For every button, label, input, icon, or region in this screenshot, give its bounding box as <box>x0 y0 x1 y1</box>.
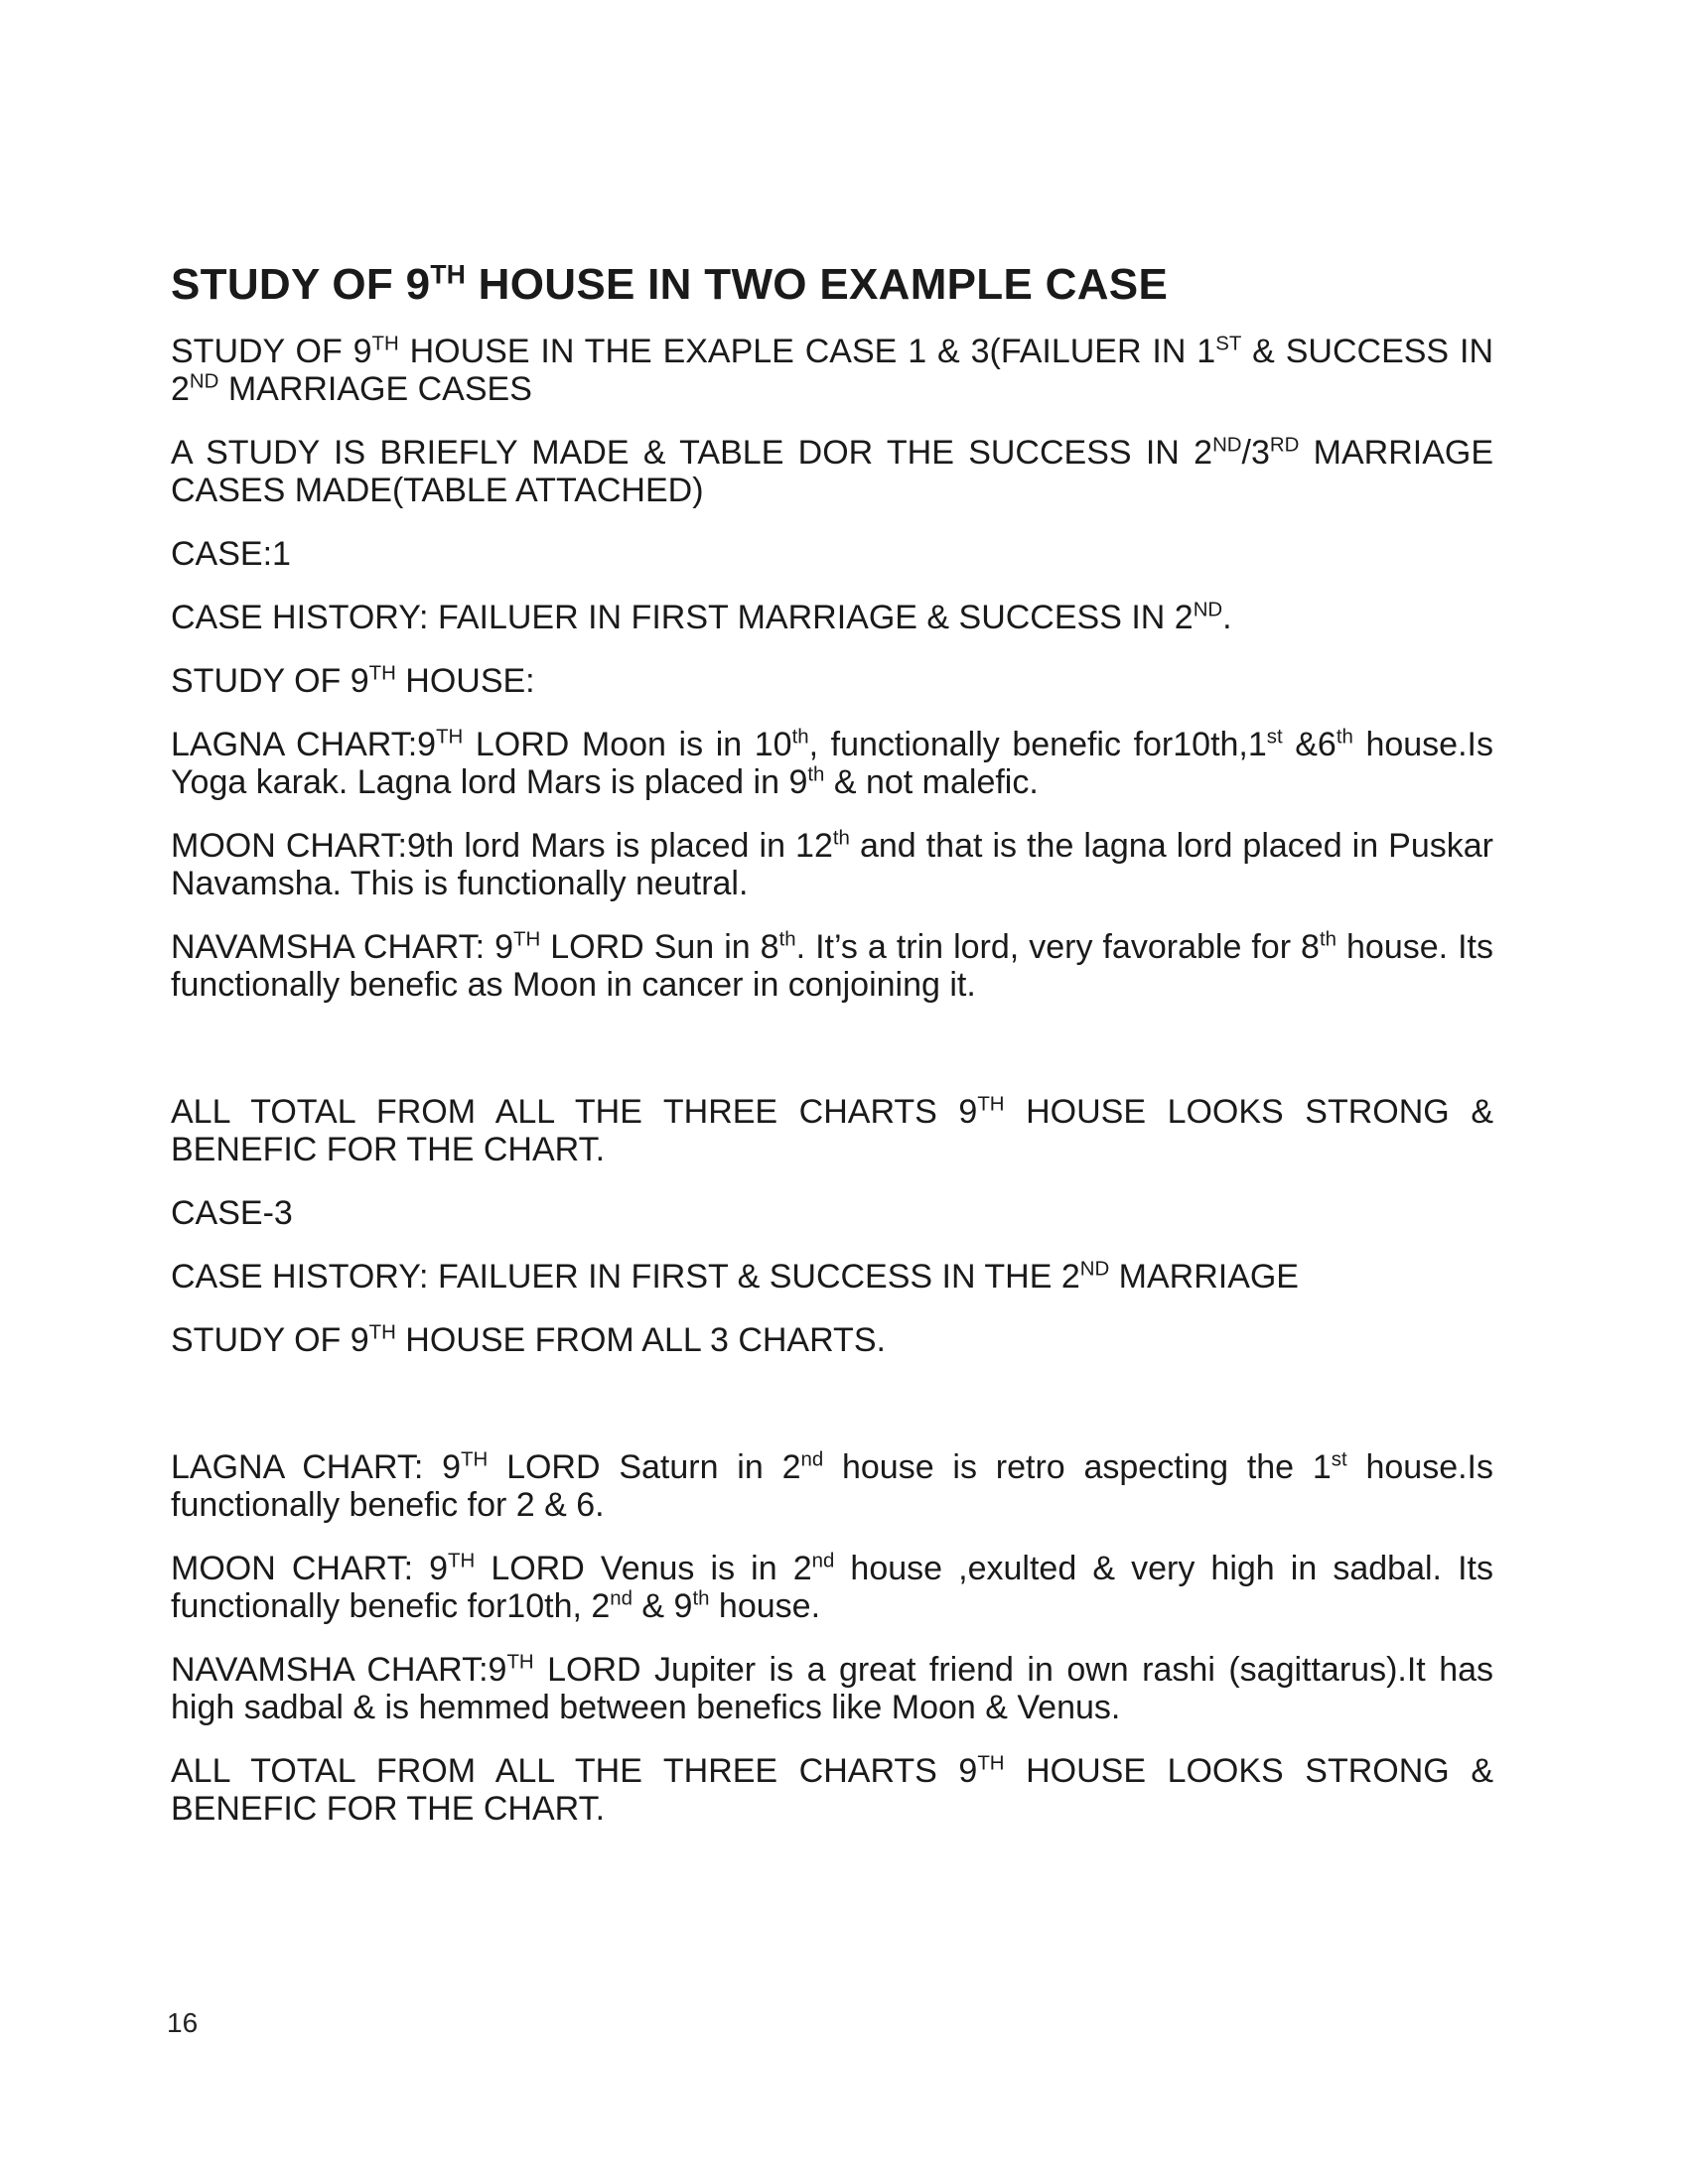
case1-history: CASE HISTORY: FAILUER IN FIRST MARRIAGE & SUCCESS IN 2ND. <box>171 598 1232 636</box>
case1-lagna-chart: LAGNA CHART:9TH LORD Moon is in 10th, functionally benefic for10th,1st &6th house.Is Yoga karak. Lagna lord Mars is placed in 9th & not malefic. <box>171 725 1493 801</box>
case1-navamsha-chart: NAVAMSHA CHART: 9TH LORD Sun in 8th. It’s a trin lord, very favorable for 8th house. Its functionally benefic as Moon in cancer in conjoining it. <box>171 927 1493 1004</box>
case3-navamsha-chart: NAVAMSHA CHART:9TH LORD Jupiter is a great friend in own rashi (sagittarus).It has high sadbal & is hemmed between benefics like Moon & Venus. <box>171 1650 1494 1726</box>
table-note-paragraph: A STUDY IS BRIEFLY MADE & TABLE DOR THE SUCCESS IN 2ND/3RD MARRIAGE CASES MADE(TABLE ATTACHED) <box>171 433 1493 509</box>
spacer <box>171 1029 1493 1093</box>
case3-history: CASE HISTORY: FAILUER IN FIRST & SUCCESS IN THE 2ND MARRIAGE <box>171 1257 1299 1296</box>
case1-total: ALL TOTAL FROM ALL THE THREE CHARTS 9TH HOUSE LOOKS STRONG & BENEFIC FOR THE CHART. <box>171 1092 1493 1168</box>
case1-moon-chart: MOON CHART:9th lord Mars is placed in 12th and that is the lagna lord placed in Puskar Navamsha. This is functionally neutral. <box>171 826 1493 902</box>
case3-moon-chart: MOON CHART: 9TH LORD Venus is in 2nd house ,exulted & very high in sadbal. Its functionally benefic for10th, 2nd & 9th house. <box>171 1549 1493 1625</box>
case3-study-heading: STUDY OF 9TH HOUSE FROM ALL 3 CHARTS. <box>171 1320 886 1359</box>
case3-total: ALL TOTAL FROM ALL THE THREE CHARTS 9TH HOUSE LOOKS STRONG & BENEFIC FOR THE CHART. <box>171 1751 1493 1828</box>
page-number: 16 <box>167 2007 199 2038</box>
case3-label: CASE-3 <box>171 1193 293 1232</box>
document-page <box>171 260 1493 1853</box>
spacer <box>171 1385 1493 1448</box>
page-title: STUDY OF 9TH HOUSE IN TWO EXAMPLE CASE <box>171 259 1169 309</box>
case1-label: CASE:1 <box>171 534 291 573</box>
intro-paragraph: STUDY OF 9TH HOUSE IN THE EXAPLE CASE 1 & 3(FAILUER IN 1ST & SUCCESS IN 2ND MARRIAGE CASES <box>171 332 1493 408</box>
case3-lagna-chart: LAGNA CHART: 9TH LORD Saturn in 2nd house is retro aspecting the 1st house.Is functionally benefic for 2 & 6. <box>171 1447 1494 1524</box>
case1-study-heading: STUDY OF 9TH HOUSE: <box>171 661 535 700</box>
